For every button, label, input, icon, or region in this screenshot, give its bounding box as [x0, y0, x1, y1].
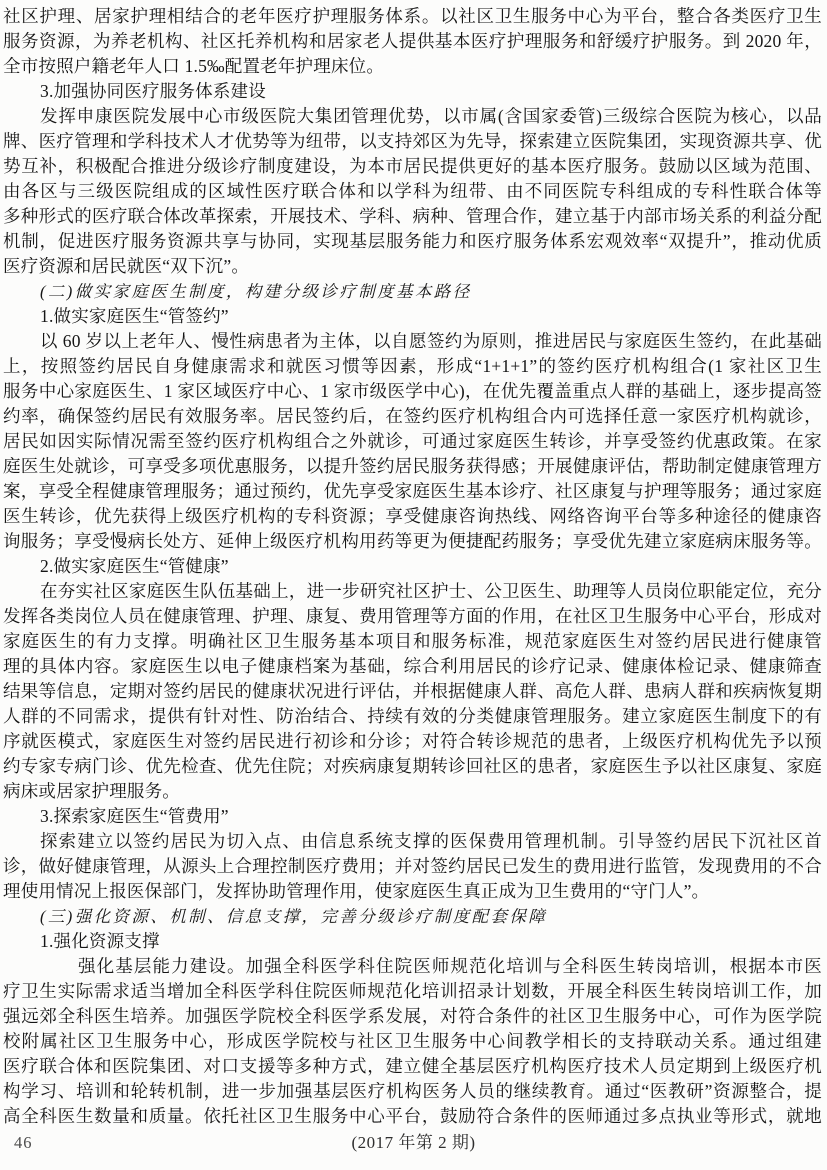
- text-line: 牌、医疗管理和学科技术人才优势等为纽带，以支持郊区为先导，探索建立医院集团，实现资源共享、优: [3, 131, 822, 151]
- text-line: 高全科医生数量和质量。依托社区卫生服务中心平台，鼓励符合条件的医师通过多点执业等形式，就地: [3, 1106, 822, 1126]
- text-line: 询服务；享受慢病长处方、延伸上级医疗机构用药等更为便捷配药服务；享受优先建立家庭病床服务等。: [3, 531, 822, 551]
- subsection-heading: (二)做实家庭医生制度，构建分级诊疗制度基本路径: [40, 282, 472, 301]
- page-number: 46: [14, 1133, 33, 1152]
- text-line: 案，享受全程健康管理服务；通过预约，优先享受家庭医生基本诊疗、社区康复与护理等服务；通过家庭: [3, 481, 822, 501]
- text-line: 病床或居家护理服务。: [3, 781, 180, 801]
- text-line: 机制，促进医疗服务资源共享与协同，实现基层服务能力和医疗服务体系宏观效率“双提升”，推动优质: [3, 231, 822, 251]
- page-footer: [0, 1130, 827, 1155]
- text-line: 强化基层能力建设。加强全科医学科住院医师规范化培训与全科医生转岗培训，根据本市医: [78, 956, 822, 976]
- text-line: 理的具体内容。家庭医生以电子健康档案为基础，综合利用居民的诊疗记录、健康体检记录、健康筛查: [3, 656, 822, 676]
- document-body: [3, 4, 822, 1129]
- text-line: 服务中心家庭医生、1 家区域医疗中心、1 家市级医学中心)，在优先覆盖重点人群的基础上，逐步提高签: [3, 381, 822, 401]
- text-line: 医生转诊，优先获得上级医疗机构的专科资源；享受健康咨询热线、网络咨询平台等多种途径的健康咨: [3, 506, 822, 526]
- text-line: 构学习、培训和轮转机制，进一步加强基层医疗机构医务人员的继续教育。通过“医教研”资源整合，提: [3, 1081, 822, 1101]
- text-line: 结果等信息，定期对签约居民的健康状况进行评估，并根据健康人群、高危人群、患病人群和疾病恢复期: [3, 681, 822, 701]
- numbered-heading: 1.强化资源支撑: [40, 931, 160, 951]
- text-line: 社区护理、居家护理相结合的老年医疗护理服务体系。以社区卫生服务中心为平台，整合各类医疗卫生: [3, 6, 822, 26]
- numbered-heading: 3.探索家庭医生“管费用”: [40, 806, 229, 826]
- subsection-heading: (三)强化资源、机制、信息支撑，完善分级诊疗制度配套保障: [40, 907, 548, 926]
- text-line: 势互补，积极配合推进分级诊疗制度建设，为本市居民提供更好的基本医疗服务。鼓励以区域为范围、: [3, 156, 822, 176]
- text-line: 发挥申康医院发展中心市级医院大集团管理优势，以市属(含国家委管)三级综合医院为核心，以品: [40, 106, 822, 126]
- text-line: 疗卫生实际需求适当增加全科医学科住院医师规范化培训招录计划数，开展全科医生转岗培训工作，加: [3, 981, 822, 1001]
- text-line: 强远郊全科医生培养。加强医学院校全科医学系发展，对符合条件的社区卫生服务中心，可作为医学院: [3, 1006, 822, 1026]
- text-line: 居民如因实际情况需至签约医疗机构组合之外就诊，可通过家庭医生转诊，并享受签约优惠政策。在家: [3, 431, 822, 451]
- text-line: 发挥各类岗位人员在健康管理、护理、康复、费用管理等方面的作用，在社区卫生服务中心平台，形成对: [3, 606, 822, 626]
- numbered-heading: 2.做实家庭医生“管健康”: [40, 556, 229, 576]
- text-line: 由各区与三级医院组成的区域性医疗联合体和以学科为纽带、由不同医院专科组成的专科性联合体等: [3, 181, 822, 201]
- text-line: 序就医模式，家庭医生对签约居民进行初诊和分诊；对符合转诊规范的患者，上级医疗机构优先予以预: [3, 731, 822, 751]
- numbered-heading: 1.做实家庭医生“管签约”: [40, 306, 229, 326]
- numbered-heading: 3.加强协同医疗服务体系建设: [40, 81, 266, 101]
- text-line: 医疗联合体和医院集团、对口支援等多种方式，建立健全基层医疗机构医疗技术人员定期到上级医疗机: [3, 1056, 822, 1076]
- issue-label: (2017 年第 2 期): [351, 1133, 476, 1152]
- text-line: 庭医生处就诊，可享受多项优惠服务，以提升签约居民服务获得感；开展健康评估，帮助制定健康管理方: [3, 456, 822, 476]
- text-line: 在夯实社区家庭医生队伍基础上，进一步研究社区护士、公卫医生、助理等人员岗位职能定位，充分: [40, 581, 822, 601]
- text-line: 约专家专病门诊、优先检查、优先住院；对疾病康复期转诊回社区的患者，家庭医生予以社区康复、家庭: [3, 756, 822, 776]
- text-line: 探索建立以签约居民为切入点、由信息系统支撑的医保费用管理机制。引导签约居民下沉社区首: [40, 831, 822, 851]
- text-line: 约率，确保签约居民有效服务率。居民签约后，在签约医疗机构组合内可选择任意一家医疗机构就诊，: [3, 406, 822, 426]
- text-line: 家庭医生的有力支撑。明确社区卫生服务基本项目和服务标准，规范家庭医生对签约居民进行健康管: [3, 631, 822, 651]
- text-line: 全市按照户籍老年人口 1.5‰配置老年护理床位。: [3, 56, 385, 76]
- text-line: 诊，做好健康管理，从源头上合理控制医疗费用；并对签约居民已发生的费用进行监管，发现费用的不合: [3, 856, 822, 876]
- text-line: 人群的不同需求，提供有针对性、防治结合、持续有效的分类健康管理服务。建立家庭医生制度下的有: [3, 706, 822, 726]
- text-line: 上，按照签约居民自身健康需求和就医习惯等因素，形成“1+1+1”的签约医疗机构组合(1 家社区卫生: [3, 356, 822, 376]
- text-line: 理使用情况上报医保部门，发挥协助管理作用，使家庭医生真正成为卫生费用的“守门人”。: [3, 881, 710, 901]
- text-line: 以 60 岁以上老年人、慢性病患者为主体，以自愿签约为原则，推进居民与家庭医生签约，在此基础: [40, 331, 822, 351]
- text-line: 多种形式的医疗联合体改革探索，开展技术、学科、病种、管理合作，建立基于内部市场关系的利益分配: [3, 206, 822, 226]
- text-line: 校附属社区卫生服务中心，形成医学院校与社区卫生服务中心间教学相长的支持联动关系。通过组建: [3, 1031, 822, 1051]
- text-line: 服务资源，为养老机构、社区托养机构和居家老人提供基本医疗护理服务和舒缓疗护服务。到 2020 年，: [3, 31, 822, 51]
- text-line: 医疗资源和居民就医“双下沉”。: [3, 256, 250, 276]
